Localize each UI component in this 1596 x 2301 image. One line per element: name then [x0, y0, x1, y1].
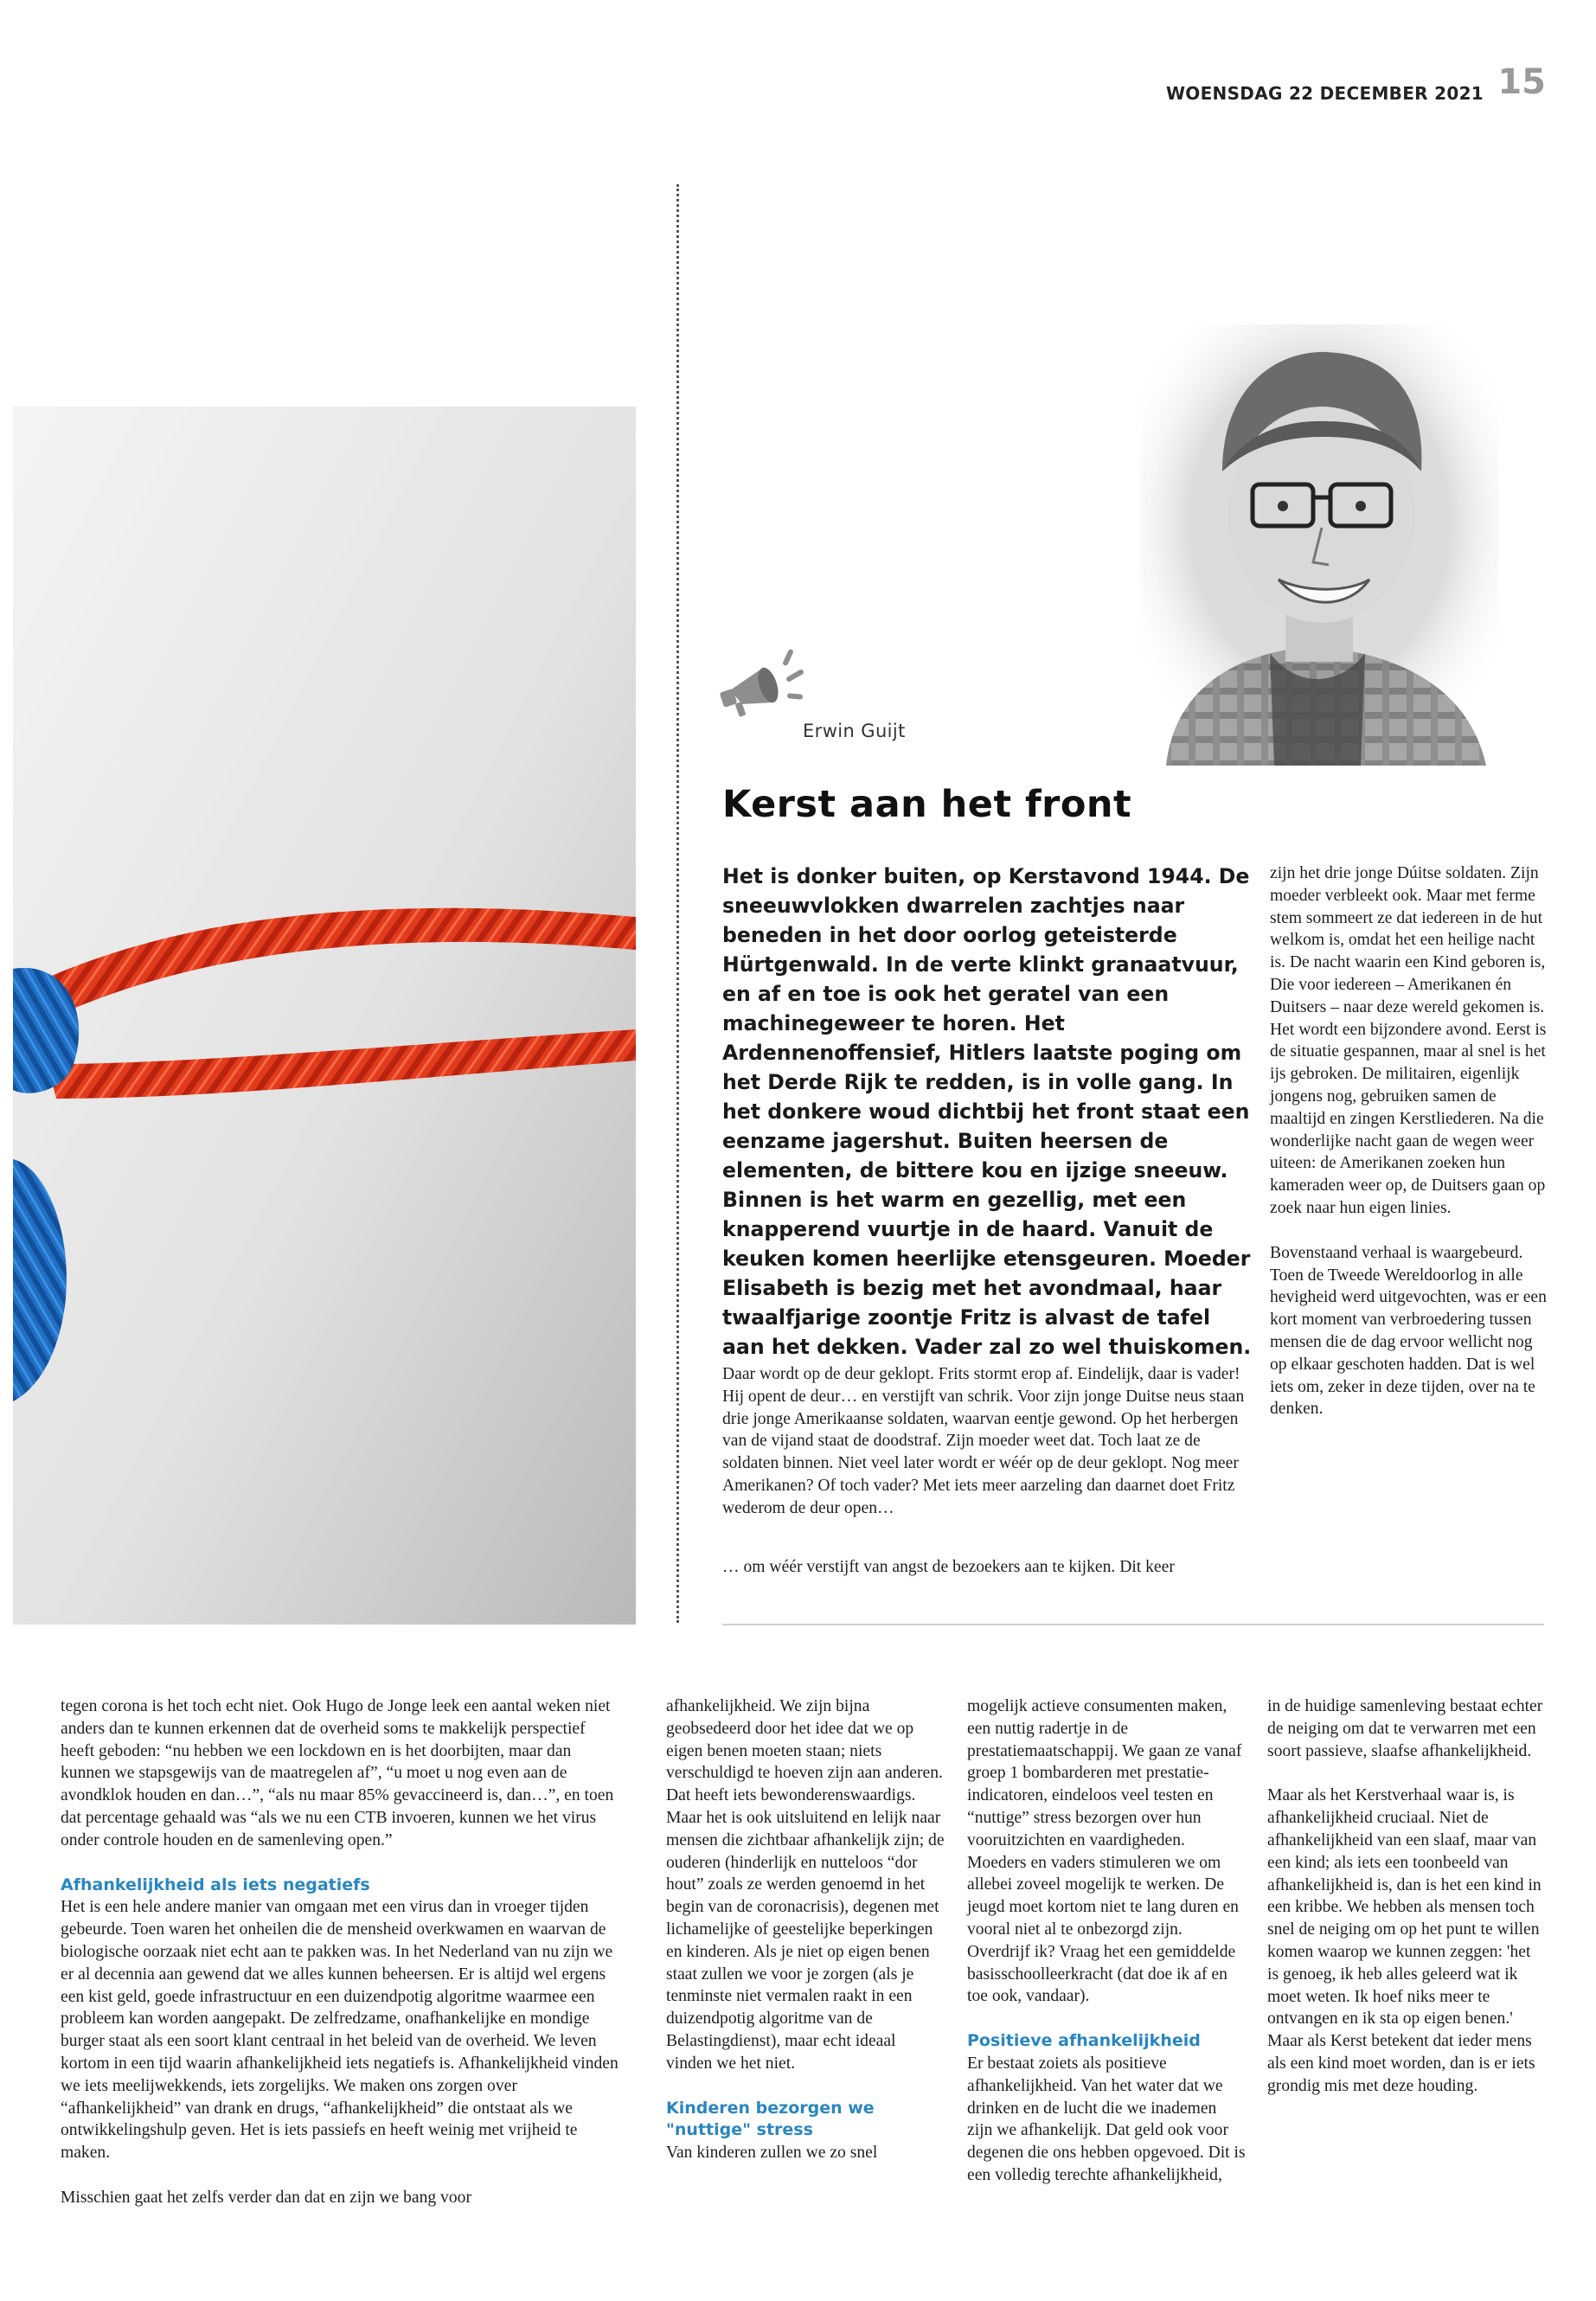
- column-section: [61, 1875, 623, 2164]
- header-date: WOENSDAG 22 DECEMBER 2021: [1165, 83, 1484, 104]
- megaphone-icon: [718, 638, 815, 720]
- section-divider: [722, 1624, 1544, 1625]
- column-divider: [676, 184, 679, 1623]
- story-paragraph-end: … om wéér verstijft van angst de bezoekers aan te kijken. Dit keer: [722, 1558, 1175, 1576]
- lower-column-2: [666, 1695, 945, 2164]
- story-paragraph: Daar wordt op de deur geklopt. Frits stormt erop af. Eindelijk, daar is vader! Hij opent de deur… en verstijft van schrik. Voor zijn jonge Duitse neus staan drie jonge Amerikaanse soldaten, waarvan eentje gewond. Op het herbergen van de vijand staat de doodstraf. Zijn moeder weet dat. Toch laat ze de soldaten binnen. Niet veel later wordt er wéér op de deur geklopt. Nog meer Amerikanen? Of toch vader? Met iets meer aarzeling dan daarnet doet Fritz wederom de deur open…: [722, 1365, 1245, 1517]
- author-portrait: [1140, 324, 1499, 766]
- subheading: Positieve afhankelijkheid: [967, 2031, 1201, 2051]
- column-paragraph: afhankelijkheid. We zijn bijna geobsedeerd door het idee dat we op eigen benen moeten staan; niets verschuldigd te hoeven zijn aan anderen. Dat heeft iets bewonderenswaardigs. Maar het is ook uitsluitend en lelijk naar mensen die zichtbaar afhankelijk zijn; de ouderen (hinderlijk en nutteloos “dor hout” zoals ze werden genoemd in het begin van de coronacrisis), degenen met lichamelijke of geestelijke beperkingen en kinderen. Als je niet op eigen benen staat zullen we voor je zorgen (als je tenminste niet vermalen raakt in een duizendpotig algoritme van de Belastingdienst), maar echt ideaal vinden we het niet.: [666, 1697, 945, 2073]
- article-headline: Kerst aan het front: [722, 783, 1132, 826]
- rope-photo: [13, 407, 636, 1625]
- lower-column-1: [61, 1695, 623, 2209]
- lower-column-3: [967, 1695, 1246, 2187]
- column-paragraph: Het is een hele andere manier van omgaan met een virus dan in vroeger tijden gebeurde. Toen waren het onheilen die de mensheid overkwamen en waarvan de biologische oorzaak niet echt aan te pakken was. In het Nederland van nu zijn we er al decennia aan gewend dat we alles kunnen beheersen. Er is altijd wel ergens een kist geld, goede infrastructuur en een duizendpotig algoritme waarmee een probleem kan worden aangepakt. De zelfredzame, onafhankelijke en mondige burger staat als een soort klant centraal in het beleid van de overheid. We leven kortom in een tijd waarin afhankelijkheid iets negatiefs is. Afhankelijkheid vinden we iets meelijwekkends, iets zorgelijks. We maken ons zorgen over “afhankelijkheid” van drank en drugs, “afhankelijkheid” die ontstaat als we ontwikkelingshulp geven. Het is iets passiefs en heeft weinig met vrijheid te maken.: [61, 1898, 619, 2163]
- column-paragraph: tegen corona is het toch echt niet. Ook Hugo de Jonge leek een aantal weken niet anders dan te kunnen erkennen dat de overheid soms te makkelijk perspectief heeft geboden: “nu hebben we een lockdown en is het doorbijten, maar dan kunnen we stapsgewijs van de maatregelen af”, “u moet u nog even aan de avondklok houden en dan…”, “als nu maar 85% gevaccineerd is, dan…”, en toen dat percentage gehaald was “als we nu een CTB invoeren, kunnen we het virus onder controle houden en de samenleving open.”: [61, 1697, 614, 1849]
- subheading: Kinderen bezorgen we "nuttige" stress: [666, 2098, 875, 2140]
- column-section: [967, 2030, 1246, 2187]
- article-body-end: [722, 1556, 1259, 1579]
- right-column-paragraph-1: zijn het drie jonge Dúitse soldaten. Zijn moeder verbleekt ook. Maar met ferme stem sommeert ze dat iedereen in de hut welkom is, omdat het een heilige nacht is. De nacht waarin een Kind geboren is, Die voor iedereen – Amerikanen én Duitsers – naar deze wereld gekomen is. Het wordt een bijzondere avond. Eerst is de situatie gespannen, maar al snel is het ijs gebroken. De militairen, eigenlijk jongens nog, gebruiken samen de maaltijd en zingen Kerstliederen. Na die wonderlijke nacht gaan de wegen weer uiteen: de Amerikanen zoeken hun kameraden weer op, de Duitsers gaan op zoek naar hun eigen linies.: [1270, 864, 1547, 1217]
- right-column-paragraph-2: Bovenstaand verhaal is waargebeurd. Toen de Tweede Wereldoorlog in alle hevigheid werd uitgevochten, was er een kort moment van verbroedering tussen mensen die de dag ervoor wellicht nog op elkaar geschoten hadden. Dat is wel iets om, zeker in deze tijden, over na te denken.: [1270, 1243, 1547, 1419]
- article-right-column: [1270, 862, 1548, 1420]
- subheading: Afhankelijkheid als iets negatiefs: [61, 1875, 370, 1894]
- lower-column-4: [1267, 1695, 1546, 2098]
- column-paragraph: Misschien gaat het zelfs verder dan dat en zijn we bang voor: [61, 2188, 471, 2207]
- column-paragraph: in de huidige samenleving bestaat echter de neiging om dat te verwarren met een soort passieve, slaafse afhankelijkheid.: [1267, 1697, 1543, 1760]
- page-number: 15: [1497, 62, 1546, 102]
- photo-background: [13, 407, 636, 1625]
- author-byline: Erwin Guijt: [803, 721, 906, 741]
- article-body-continued: [722, 1363, 1252, 1520]
- column-paragraph: Van kinderen zullen we zo snel: [666, 2144, 878, 2163]
- column-paragraph: Er bestaat zoiets als positieve afhankelijkheid. Van het water dat we drinken en de lucht die we inademen zijn we afhankelijk. Dat geld ook voor degenen die ons hebben opgevoed. Dit is een volledig terechte afhankelijkheid,: [967, 2054, 1246, 2184]
- column-paragraph: Maar als het Kerstverhaal waar is, is afhankelijkheid cruciaal. Niet de afhankelijkheid van een slaaf, maar van een kind; als iets een toonbeeld van afhankelijkheid is, dan is het een kind in een kribbe. We hebben als mensen toch snel de neiging om op het punt te willen komen waarop we kunnen zeggen: 'het is genoeg, ik heb alles geleerd wat ik moet weten. Ik hoef niks meer te ontvangen en ik sta op eigen benen.' Maar als Kerst betekent dat ieder mens als een kind moet worden, dan is er iets grondig mis met deze houding.: [1267, 1786, 1542, 2095]
- column-section: [666, 2098, 945, 2164]
- article-lead: Het is donker buiten, op Kerstavond 1944. De sneeuwvlokken dwarrelen zachtjes naar beneden in het door oorlog geteisterde Hürtgenwald. In de verte klinkt granaatvuur, en af en toe is ook het geratel van een machinegeweer te horen. Het Ardennenoffensief, Hitlers laatste poging om het Derde Rijk te redden, is in volle gang. In het donkere woud dichtbij het front staat een eenzame jagershut. Buiten heersen de elementen, de bittere kou en ijzige sneeuw. Binnen is het warm en gezellig, met een knapperend vuurtje in de haard. Vanuit de keuken komen heerlijke etensgeuren. Moeder Elisabeth is bezig met het avondmaal, haar twaalfjarige zoontje Fritz is alvast de tafel aan het dekken. Vader zal zo wel thuiskomen.: [722, 864, 1252, 1359]
- column-paragraph: mogelijk actieve consumenten maken, een nuttig radertje in de prestatiemaatschappij. We gaan ze vanaf groep 1 bombarderen met prestatie-indicatoren, eindeloos veel testen en “nuttige” stress bezorgen over hun vooruitzichten en vaardigheden. Moeders en vaders stimuleren we om allebei zoveel mogelijk te werken. De jeugd moet kortom niet te lang duren en vooral niet al te onbezorgd zijn. Overdrijf ik? Vraag het een gemiddelde basisschoolleerkracht (dat doe ik af en toe ook, vandaar).: [967, 1697, 1242, 2006]
